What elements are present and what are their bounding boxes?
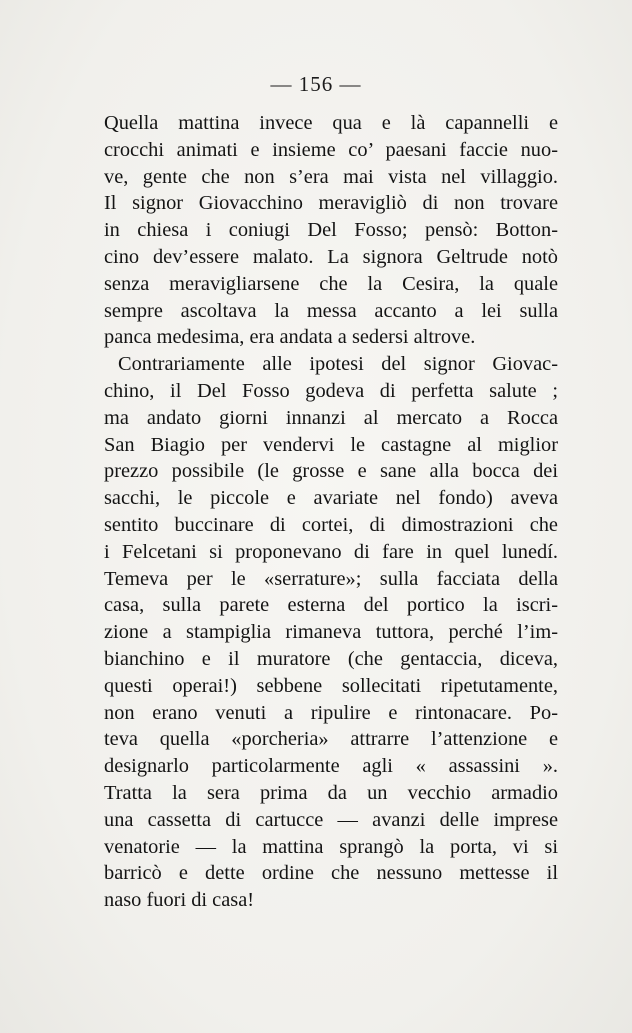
text-line: teva quella «porcheria» attrarre l’attenzione e <box>104 728 558 751</box>
text-line: non erano venuti a ripulire e rintonacare. Po- <box>104 701 558 724</box>
paragraph-2 <box>104 351 558 914</box>
text-line: Quella mattina invece qua e là capannelli e <box>104 112 558 134</box>
text-line: bianchino e il muratore (che gentaccia, diceva, <box>104 647 558 670</box>
text-line: senza meravigliarsene che la Cesira, la quale <box>104 272 558 295</box>
text-line: questi operai!) sebbene sollecitati ripetutamente, <box>104 674 558 697</box>
text-line: una cassetta di cartucce — avanzi delle imprese <box>104 808 558 831</box>
text-line: ve, gente che non s’era mai vista nel villaggio. <box>104 165 558 188</box>
text-line: sentito buccinare di cortei, di dimostrazioni che <box>104 513 558 536</box>
body-text <box>104 110 558 914</box>
text-line: naso fuori di casa! <box>104 889 255 912</box>
text-line: Il signor Giovacchino meravigliò di non trovare <box>104 192 558 215</box>
text-line: Temeva per le «serrature»; sulla facciata della <box>104 567 558 590</box>
text-line: sacchi, le piccole e avariate nel fondo) aveva <box>104 487 558 510</box>
text-line: panca medesima, era andata a sedersi altrove. <box>104 326 476 349</box>
text-line: i Felcetani si proponevano di fare in quel lunedí. <box>104 540 558 563</box>
text-line: ma andato giorni innanzi al mercato a Rocca <box>104 406 558 429</box>
text-line: designarlo particolarmente agli « assassini ». <box>104 755 558 778</box>
text-line: zione a stampiglia rimaneva tuttora, perché l’im- <box>104 621 558 644</box>
text-line: casa, sulla parete esterna del portico la iscri- <box>104 594 558 617</box>
text-line: crocchi animati e insieme co’ paesani faccie nuo- <box>104 138 558 161</box>
page-number: — 156 — <box>270 72 362 96</box>
text-line: Tratta la sera prima da un vecchio armadio <box>104 781 558 804</box>
text-line: cino dev’essere malato. La signora Geltrude notò <box>104 245 558 268</box>
text-line: San Biagio per vendervi le castagne al miglior <box>104 433 558 456</box>
text-line: prezzo possibile (le grosse e sane alla bocca dei <box>104 460 558 483</box>
text-line: in chiesa i coniugi Del Fosso; pensò: Botton- <box>104 219 558 242</box>
text-line: barricò e dette ordine che nessuno mettesse il <box>104 862 558 885</box>
text-line: venatorie — la mattina sprangò la porta, vi si <box>104 835 558 858</box>
text-line: Contrariamente alle ipotesi del signor Giovac- <box>118 353 558 376</box>
text-line: chino, il Del Fosso godeva di perfetta salute ; <box>104 379 558 402</box>
paragraph-1 <box>104 110 558 351</box>
text-line: sempre ascoltava la messa accanto a lei sulla <box>104 299 558 322</box>
